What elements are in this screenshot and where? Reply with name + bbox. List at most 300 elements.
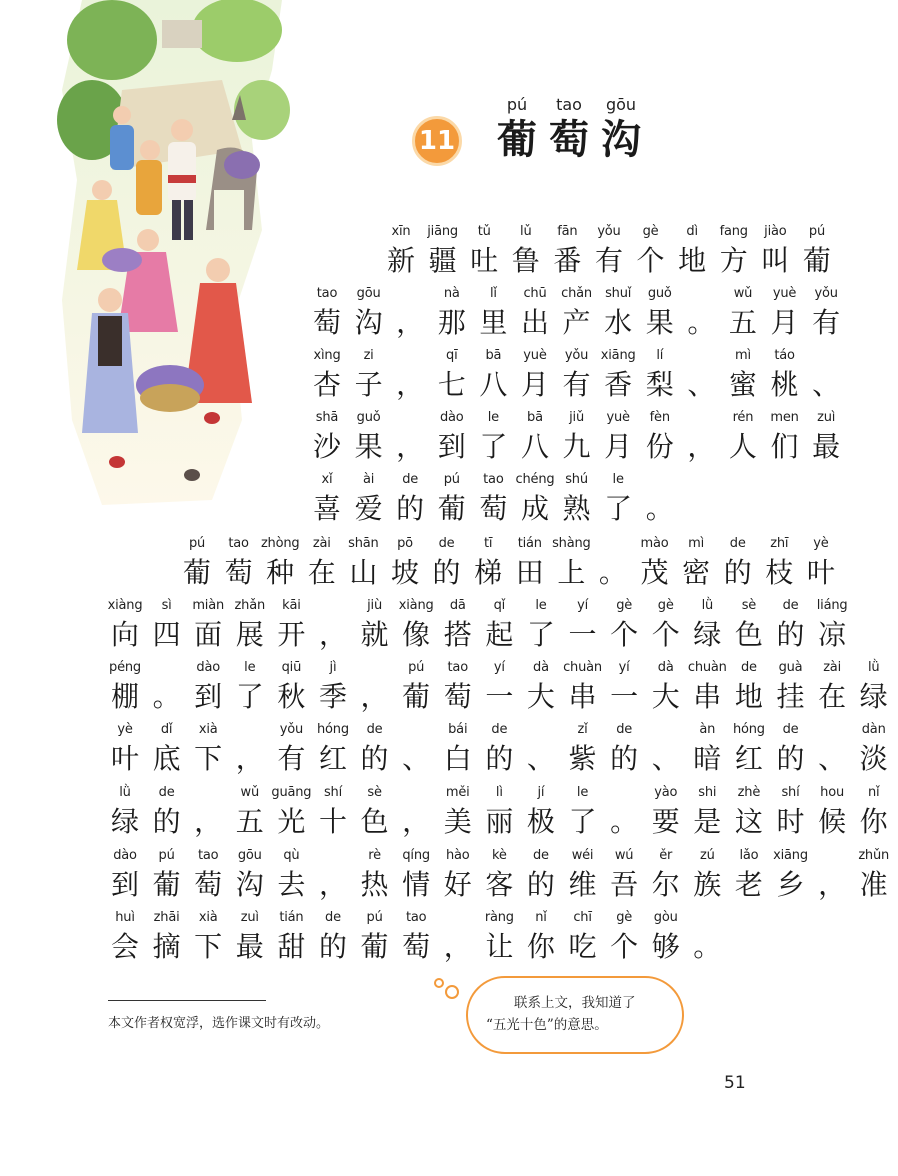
character [352,408,386,466]
character [732,596,766,654]
hanzi: 产 [562,306,591,339]
pinyin: lǜ [867,660,880,675]
pinyin: yǒu [564,348,589,363]
hanzi: 串 [693,680,722,713]
hanzi: 密 [682,556,711,589]
hanzi: 面 [194,618,223,651]
hanzi: ， [360,680,389,713]
character [563,658,602,716]
character [804,534,838,592]
character [399,846,433,904]
hanzi: 最 [812,430,841,463]
character [566,596,600,654]
hanzi: 在 [818,680,847,713]
hanzi: 个 [651,618,680,651]
hanzi: 棚 [110,680,139,713]
character [690,720,724,778]
hanzi: 八 [520,430,549,463]
pinyin: de [366,722,383,737]
character [690,596,724,654]
character [310,346,344,404]
character [482,720,516,778]
hanzi: 就 [360,618,389,651]
hanzi: 红 [734,742,763,775]
character [649,783,683,841]
pinyin: jiào [764,224,787,239]
hanzi: 香 [604,368,633,401]
hanzi: 色 [734,618,763,651]
pinyin: miàn [192,598,225,613]
character [441,658,475,716]
character [566,846,600,904]
pinyin: gòu [653,910,678,925]
hanzi: 候 [818,805,847,838]
pinyin: tao [483,472,504,487]
character [809,284,843,342]
hanzi: 会 [110,930,139,963]
character [108,658,142,716]
character [809,408,843,466]
character [352,470,386,528]
hanzi: 向 [110,618,139,651]
character [726,284,760,342]
pinyin: dǐ [160,722,173,737]
hanzi: 、 [687,368,716,401]
hanzi: 是 [693,805,722,838]
pinyin: tián [517,536,542,551]
character [717,222,751,280]
hanzi: 吃 [568,930,597,963]
hanzi: 蜜 [728,368,757,401]
pinyin: zǐ [577,722,588,737]
character [150,596,184,654]
pinyin: yuè [772,286,797,301]
character [601,470,635,528]
hanzi: 热 [360,868,389,901]
character [607,720,641,778]
character [310,470,344,528]
text-line [180,534,846,592]
character [592,222,626,280]
character [768,346,802,404]
hanzi: 客 [485,868,514,901]
character [550,222,584,280]
punctuation [690,908,724,966]
pinyin: rè [368,848,381,863]
pinyin: zhè [737,785,761,800]
hanzi: ， [235,742,264,775]
character [566,908,600,966]
hanzi: 子 [354,368,383,401]
hanzi: 萄 [402,930,431,963]
hanzi: 萄 [194,868,223,901]
character [274,846,308,904]
pinyin: zhī [770,536,789,551]
hanzi: 四 [152,618,181,651]
character [679,534,713,592]
hanzi: 下 [194,742,223,775]
hanzi: 个 [610,618,639,651]
hanzi: 出 [520,306,549,339]
hanzi: 桃 [770,368,799,401]
hanzi: 、 [526,742,555,775]
character [310,284,344,342]
hanzi: 人 [728,430,757,463]
pinyin: chǎn [561,286,592,301]
pinyin: dā [449,598,466,613]
hanzi: 那 [437,306,466,339]
pinyin: ěr [659,848,673,863]
bubble-dot-small [434,978,444,988]
hanzi: 。 [610,805,639,838]
hanzi: 、 [402,742,431,775]
hanzi: 番 [553,244,582,277]
hanzi: 最 [235,930,264,963]
character [430,534,464,592]
hanzi: 葡 [402,680,431,713]
pinyin: xǐ [321,472,333,487]
pinyin: dào [196,660,220,675]
hanzi: 沟 [235,868,264,901]
hanzi: ， [402,805,431,838]
title-char [546,94,592,164]
character [222,534,256,592]
character [566,783,600,841]
character [732,720,766,778]
character [384,222,418,280]
character [358,720,392,778]
pinyin: de [782,598,799,613]
hanzi: 葡 [152,868,181,901]
hanzi: 的 [610,742,639,775]
hanzi: 去 [277,868,306,901]
character [441,720,475,778]
character [441,596,475,654]
hanzi: 份 [645,430,674,463]
character [435,284,469,342]
pinyin: dì [686,224,698,239]
pinyin: gè [616,910,633,925]
pinyin: yǒu [814,286,838,301]
pinyin: qíng [402,848,430,863]
pinyin: dào [113,848,137,863]
hanzi: 乡 [776,868,805,901]
hanzi: 葡 [182,556,211,589]
character [560,284,594,342]
character [358,783,392,841]
pinyin: shí [781,785,800,800]
hanzi: 叶 [110,742,139,775]
hanzi: 暗 [693,742,722,775]
text-line [108,720,898,778]
character [774,783,808,841]
pinyin: tián [279,910,304,925]
text-line [108,846,898,904]
hanzi: 吐 [470,244,499,277]
hanzi: 的 [776,618,805,651]
hanzi: 个 [610,930,639,963]
pinyin: shān [348,536,379,551]
pinyin: ài [363,472,375,487]
hanzi: 尔 [651,868,680,901]
pinyin: wǔ [733,286,753,301]
punctuation [684,346,718,404]
hanzi: 了 [568,805,597,838]
hanzi: 大 [651,680,680,713]
hanzi: 像 [402,618,431,651]
character [732,846,766,904]
pinyin: lì [495,785,503,800]
hanzi: 到 [437,430,466,463]
pinyin: hào [445,848,470,863]
hanzi: 梯 [474,556,503,589]
hanzi: 上 [557,556,586,589]
pinyin: zuì [817,410,836,425]
pinyin: kāi [282,598,301,613]
pinyin: yǒu [597,224,621,239]
hanzi: 。 [598,556,627,589]
footnote: 本文作者权宽浮，选作课文时有改动。 [108,1016,330,1031]
pinyin: zài [312,536,331,551]
character [800,222,834,280]
pinyin: gè [642,224,659,239]
character [316,908,350,966]
pinyin: huì [115,910,135,925]
punctuation [399,783,433,841]
pinyin: de [729,536,746,551]
title-hanzi: 萄 [549,116,589,163]
pinyin: bái [448,722,468,737]
hanzi: 的 [526,868,555,901]
hanzi: 美 [443,805,472,838]
character [524,908,558,966]
character [316,720,350,778]
pinyin: le [576,785,589,800]
text-line [108,783,898,841]
hanzi: 极 [526,805,555,838]
hanzi: 。 [645,492,674,525]
character [108,783,142,841]
character [732,783,766,841]
character [435,408,469,466]
character [482,846,516,904]
pinyin: yuè [606,410,630,425]
hanzi: 、 [651,742,680,775]
pinyin: kè [492,848,507,863]
character [857,720,891,778]
text-line [310,408,851,466]
hanzi: ， [687,430,716,463]
character [150,846,184,904]
hanzi: 到 [194,680,223,713]
pinyin: bā [527,410,543,425]
hanzi: 杏 [312,368,341,401]
character [476,346,510,404]
hanzi: 光 [277,805,306,838]
character [476,470,510,528]
hanzi: 甜 [277,930,306,963]
pinyin: gōu [356,286,381,301]
hanzi: 九 [562,430,591,463]
hanzi: 五 [235,805,264,838]
character [643,346,677,404]
pinyin: wéi [571,848,594,863]
hanzi: 葡 [802,244,831,277]
character [108,596,142,654]
pinyin: shàng [552,536,591,551]
hanzi: 这 [734,805,763,838]
character [607,846,641,904]
hanzi: 绿 [693,618,722,651]
pinyin: tao [447,660,468,675]
pinyin: le [487,410,499,425]
hanzi: 凉 [818,618,847,651]
character [150,720,184,778]
character [482,908,516,966]
character [191,908,225,966]
hanzi: ， [396,430,425,463]
hanzi: 疆 [428,244,457,277]
character [180,534,214,592]
character [607,596,641,654]
character [191,596,225,654]
character [552,534,591,592]
title-hanzi: 沟 [601,116,641,163]
hanzi: 要 [651,805,680,838]
pinyin: chī [573,910,592,925]
hanzi: 沟 [354,306,383,339]
character [108,720,142,778]
character [274,658,308,716]
hanzi: ， [396,306,425,339]
pinyin: jí [537,785,545,800]
punctuation [684,284,718,342]
pinyin: jiù [367,598,382,613]
punctuation [399,720,433,778]
pinyin: jiǔ [569,410,584,425]
pinyin: guà [778,660,803,675]
pinyin: yí [493,660,505,675]
hanzi: 吾 [610,868,639,901]
hanzi: ， [318,868,347,901]
punctuation [393,408,427,466]
character [108,846,142,904]
character [482,596,516,654]
character [768,408,802,466]
pinyin: hou [820,785,845,800]
punctuation [316,596,350,654]
pinyin: pú [188,536,206,551]
hanzi: 坡 [390,556,419,589]
pinyin: xiāng [600,348,636,363]
character [758,222,792,280]
text-line [310,470,684,528]
character [601,346,635,404]
character [399,658,433,716]
pinyin: tao [197,848,219,863]
pinyin: sè [741,598,757,613]
hanzi: 鲁 [511,244,540,277]
character [260,534,300,592]
pinyin: gè [616,598,633,613]
pinyin: dà [657,660,674,675]
character [191,846,225,904]
hanzi: 喜 [312,492,341,525]
pinyin: guǒ [356,410,381,425]
character [393,470,427,528]
character [233,846,267,904]
pinyin: qiū [281,660,302,675]
character [643,284,677,342]
pinyin: nà [443,286,460,301]
hanzi: 到 [110,868,139,901]
character [274,720,308,778]
hanzi: 枝 [765,556,794,589]
character [518,408,552,466]
character [601,408,635,466]
pinyin: yè [117,722,133,737]
pinyin: yí [618,660,630,675]
hanzi: 。 [152,680,181,713]
character [857,658,891,716]
hanzi: 。 [687,306,716,339]
hanzi: ， [318,618,347,651]
hanzi: 紫 [568,742,597,775]
title-pinyin: tao [556,95,582,114]
pinyin: yuè [523,348,547,363]
character [435,470,469,528]
character [476,284,510,342]
pinyin: měi [445,785,470,800]
thought-bubble [466,976,684,1054]
hanzi: 搭 [443,618,472,651]
pinyin: de [740,660,757,675]
hanzi: 老 [734,868,763,901]
pinyin: yǒu [279,722,304,737]
character [471,534,505,592]
hanzi: ， [396,368,425,401]
pinyin: mì [688,536,705,551]
hanzi: 你 [526,930,555,963]
punctuation [815,720,849,778]
text-line [108,658,898,716]
character [815,596,849,654]
hanzi: 梨 [645,368,674,401]
hanzi: 红 [318,742,347,775]
hanzi: 爱 [354,492,383,525]
hanzi: 让 [485,930,514,963]
punctuation [643,470,677,528]
hanzi: 够 [651,930,680,963]
hanzi: 。 [693,930,722,963]
hanzi: 准 [859,868,888,901]
hanzi: 月 [604,430,633,463]
character [108,908,142,966]
pinyin: péng [109,660,141,675]
character [441,846,475,904]
punctuation [524,720,558,778]
hanzi: 挂 [776,680,805,713]
character [815,783,849,841]
pinyin: táo [774,348,795,363]
character [634,222,668,280]
character [346,534,380,592]
hanzi: 色 [360,805,389,838]
character [482,783,516,841]
hanzi: 茂 [640,556,669,589]
punctuation [358,658,392,716]
character [726,346,760,404]
